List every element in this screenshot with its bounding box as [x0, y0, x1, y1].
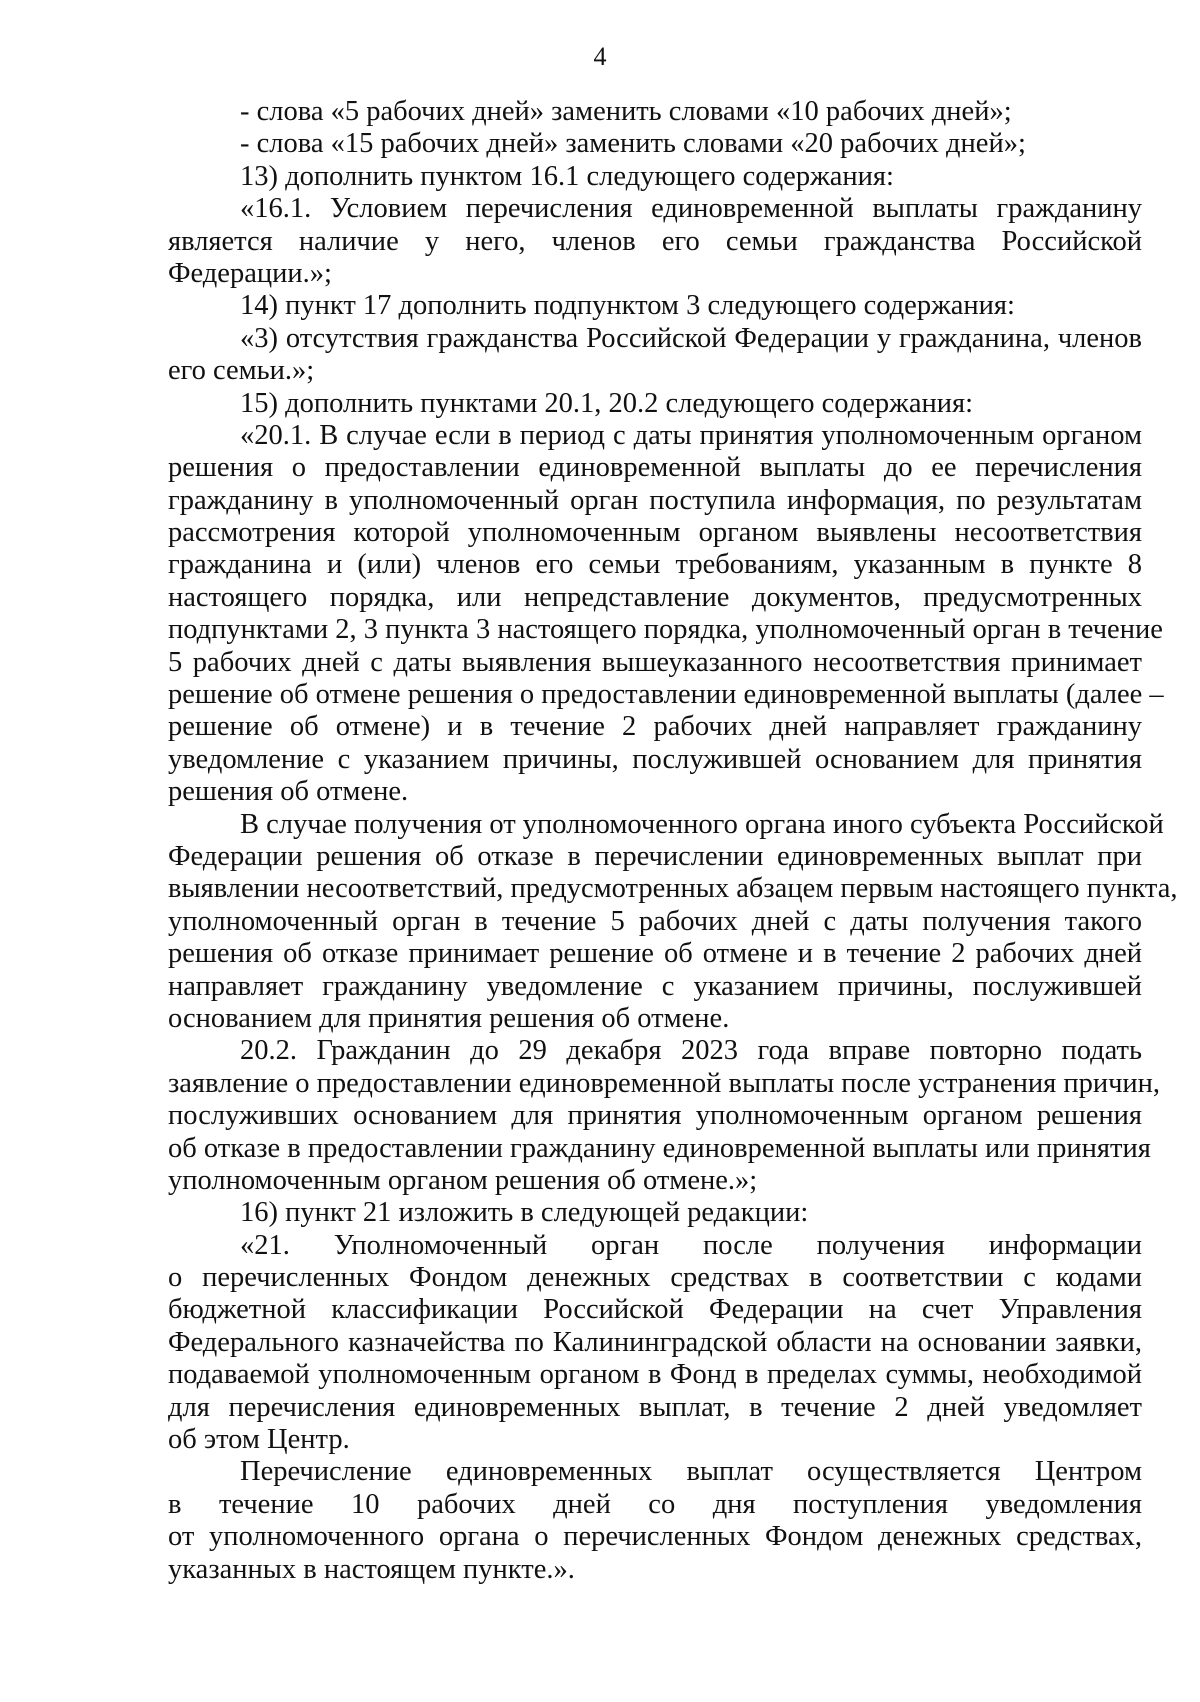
text-line: решения о предоставлении единовременной выплаты до ее перечисления — [168, 452, 1142, 484]
text-line: 14) пункт 17 дополнить подпунктом 3 следующего содержания: — [240, 290, 1015, 322]
text-line: Федерального казначейства по Калининградской области на основании заявки, — [168, 1326, 1142, 1358]
text-line: о перечисленных Фондом денежных средствах в соответствии с кодами — [168, 1262, 1142, 1294]
text-line: В случае получения от уполномоченного органа иного субъекта Российской — [240, 808, 1164, 840]
text-line: послуживших основанием для принятия уполномоченным органом решения — [168, 1100, 1142, 1132]
text-line: указанных в настоящем пункте.». — [168, 1553, 575, 1585]
text-line: 15) дополнить пунктами 20.1, 20.2 следующего содержания: — [240, 387, 973, 419]
text-line: решения об отмене. — [168, 776, 409, 808]
text-line: «21. Уполномоченный орган после получения информации — [240, 1229, 1142, 1261]
text-line: «20.1. В случае если в период с даты принятия уполномоченным органом — [240, 419, 1142, 451]
text-line: подаваемой уполномоченным органом в Фонд в пределах суммы, необходимой — [168, 1359, 1142, 1391]
text-line: Федерации решения об отказе в перечислении единовременных выплат при — [168, 840, 1142, 872]
text-line: подпунктами 2, 3 пункта 3 настоящего порядка, уполномоченный орган в течение — [168, 614, 1163, 646]
text-line: уведомление с указанием причины, послужившей основанием для принятия — [168, 743, 1142, 775]
text-line: - слова «15 рабочих дней» заменить словами «20 рабочих дней»; — [240, 128, 1026, 160]
text-line: Федерации.»; — [168, 257, 332, 289]
text-line: об этом Центр. — [168, 1424, 350, 1456]
text-line: для перечисления единовременных выплат, в течение 2 дней уведомляет — [168, 1391, 1142, 1423]
text-line: решение об отмене) и в течение 2 рабочих дней направляет гражданину — [168, 711, 1142, 743]
text-line: гражданину в уполномоченный орган поступила информация, по результатам — [168, 484, 1142, 516]
text-line: уполномоченным органом решения об отмене.»; — [168, 1164, 758, 1196]
text-line: 13) дополнить пунктом 16.1 следующего содержания: — [240, 160, 894, 192]
text-line: Перечисление единовременных выплат осуществляется Центром — [240, 1456, 1142, 1488]
text-line: его семьи.»; — [168, 355, 315, 387]
text-line: в течение 10 рабочих дней со дня поступления уведомления — [168, 1488, 1142, 1520]
text-line: бюджетной классификации Российской Федерации на счет Управления — [168, 1294, 1142, 1326]
text-line: «3) отсутствия гражданства Российской Федерации у гражданина, членов — [240, 322, 1142, 354]
text-line: настоящего порядка, или непредставление документов, предусмотренных — [168, 581, 1142, 613]
text-line: гражданина и (или) членов его семьи требованиям, указанным в пункте 8 — [168, 549, 1142, 581]
text-line: решения об отказе принимает решение об отмене и в течение 2 рабочих дней — [168, 938, 1142, 970]
text-line: 5 рабочих дней с даты выявления вышеуказанного несоответствия принимает — [168, 646, 1142, 678]
text-line: выявлении несоответствий, предусмотренных абзацем первым настоящего пункта, — [168, 873, 1178, 905]
page-number: 4 — [593, 42, 607, 71]
text-line: об отказе в предоставлении гражданину единовременной выплаты или принятия — [168, 1132, 1151, 1164]
text-line: заявление о предоставлении единовременной выплаты после устранения причин, — [168, 1067, 1161, 1099]
text-line: решение об отмене решения о предоставлении единовременной выплаты (далее – — [168, 679, 1164, 711]
text-line: уполномоченный орган в течение 5 рабочих дней с даты получения такого — [168, 905, 1142, 937]
text-line: - слова «5 рабочих дней» заменить словами «10 рабочих дней»; — [240, 96, 1012, 127]
document-body — [168, 96, 1178, 1586]
text-line: «16.1. Условием перечисления единовременной выплаты гражданину — [240, 193, 1142, 225]
text-line: 16) пункт 21 изложить в следующей редакции: — [240, 1197, 809, 1229]
text-line: рассмотрения которой уполномоченным органом выявлены несоответствия — [168, 517, 1142, 549]
text-line: является наличие у него, членов его семьи гражданства Российской — [168, 225, 1142, 257]
text-line: 20.2. Гражданин до 29 декабря 2023 года вправе повторно подать — [240, 1035, 1142, 1067]
text-line: от уполномоченного органа о перечисленных Фондом денежных средствах, — [168, 1521, 1142, 1553]
text-line: основанием для принятия решения об отмене. — [168, 1002, 730, 1034]
text-line: направляет гражданину уведомление с указанием причины, послужившей — [168, 970, 1142, 1002]
